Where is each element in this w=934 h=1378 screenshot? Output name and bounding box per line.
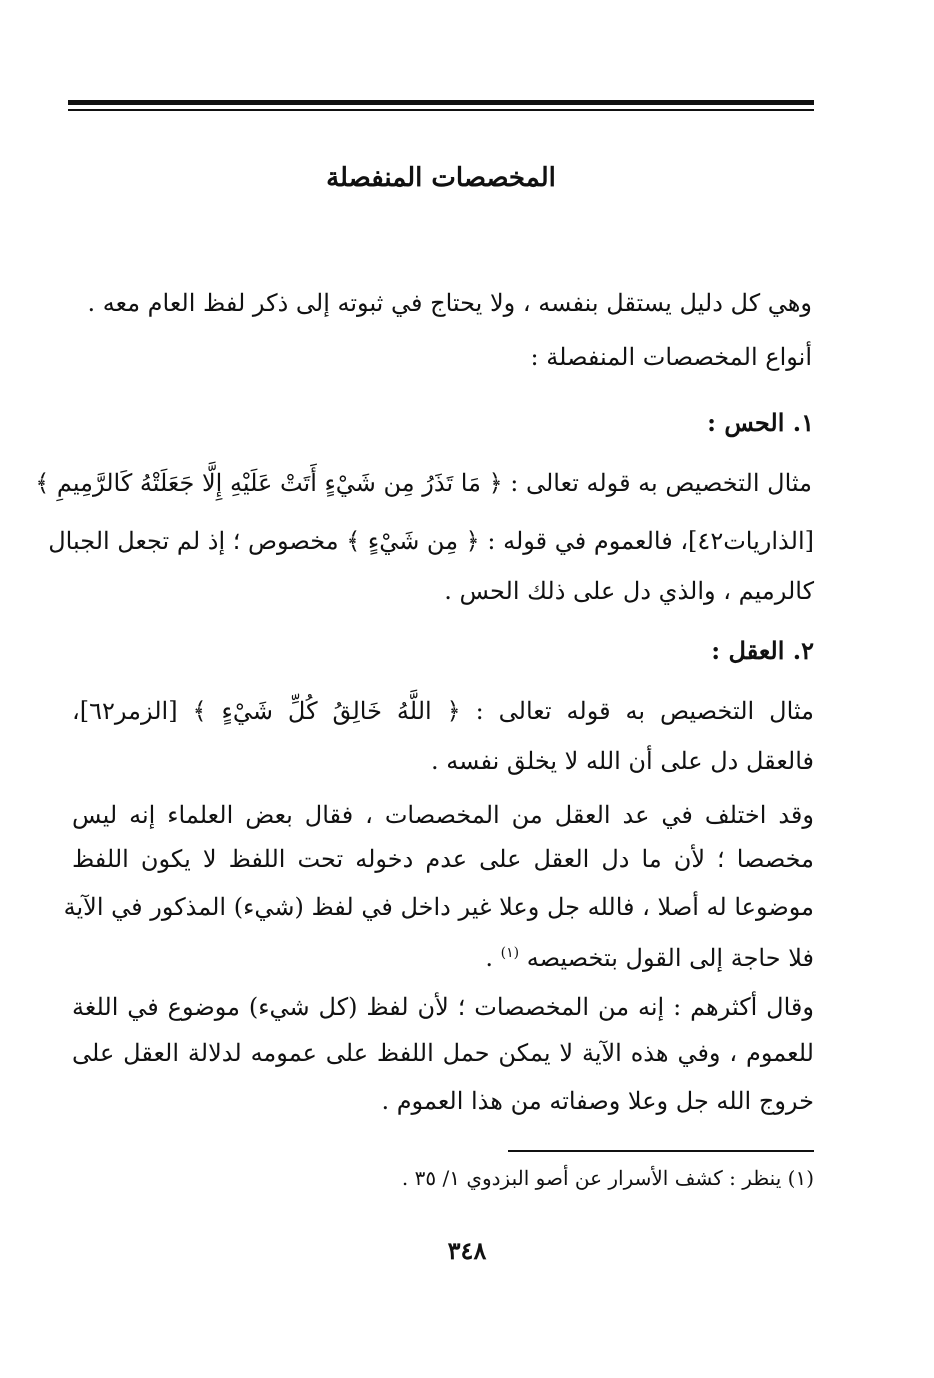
section2-para3-line-3: خروج الله جل وعلا وصفاته من هذا العموم . — [381, 1087, 814, 1115]
page-title: المخصصات المنفصلة — [326, 163, 556, 193]
section2-para3-line-1: وقال أكثرهم : إنه من المخصصات ؛ لأن لفظ (كل شيء) موضوع في اللغة — [72, 993, 814, 1021]
section2-para2-line-3: موضوعا له أصلا ، فالله جل وعلا غير داخل في لفظ (شيء) المذكور في الآية — [63, 893, 814, 921]
section2-line-2: فالعقل دل على أن الله لا يخلق نفسه . — [430, 747, 814, 775]
section-heading-reason: ٢. العقل : — [711, 636, 814, 665]
header-rule-thick — [68, 100, 814, 105]
intro-line-1: وهي كل دليل يستقل بنفسه ، ولا يحتاج في ثبوته إلى ذكر لفظ العام معه . — [87, 289, 812, 317]
section2-para2-line-4-text: فلا حاجة إلى القول بتخصيصه — [526, 944, 814, 972]
section2-para2-line-4 — [72, 936, 814, 975]
section2-para2-line-4-end: . — [485, 944, 493, 972]
footnote-reference: (١) — [500, 945, 520, 961]
section1-line-3: كالرميم ، والذي دل على ذلك الحس . — [444, 577, 814, 605]
header-rule-thin — [68, 109, 814, 111]
footnote-text: (١) ينظر : كشف الأسرار عن أصو البزدوي ١/ ٣٥ . — [401, 1166, 814, 1190]
section2-para2-line-2: مخصصا ؛ لأن ما دل العقل على عدم دخوله تحت اللفظ لا يكون اللفظ — [72, 845, 815, 873]
intro-line-2: أنواع المخصصات المنفصلة : — [530, 343, 812, 371]
section2-line-1: مثال التخصيص به قوله تعالى : ﴿ اللَّهُ خَالِقُ كُلِّ شَيْءٍ ﴾ [الزمر٦٢]، — [72, 697, 814, 725]
footnote-rule — [508, 1150, 814, 1152]
section-heading-sense: ١. الحس : — [707, 408, 814, 437]
section2-para3-line-2: للعموم ، وفي هذه الآية لا يمكن حمل اللفظ على عمومه لدلالة العقل على — [72, 1039, 814, 1067]
section1-line-1: مثال التخصيص به قوله تعالى : ﴿ مَا تَذَرُ مِن شَيْءٍ أَتَتْ عَلَيْهِ إِلَّا جَعَلَتْهُ كَالرَّمِيمِ ﴾ — [35, 469, 812, 497]
page-number: ٣٤٨ — [447, 1236, 487, 1265]
section1-line-2: [الذاريات٤٢]، فالعموم في قوله : ﴿ مِن شَيْءٍ ﴾ مخصوص ؛ إذ لم تجعل الجبال — [48, 527, 814, 555]
section2-para2-line-1: وقد اختلف في عد العقل من المخصصات ، فقال بعض العلماء إنه ليس — [72, 801, 814, 829]
